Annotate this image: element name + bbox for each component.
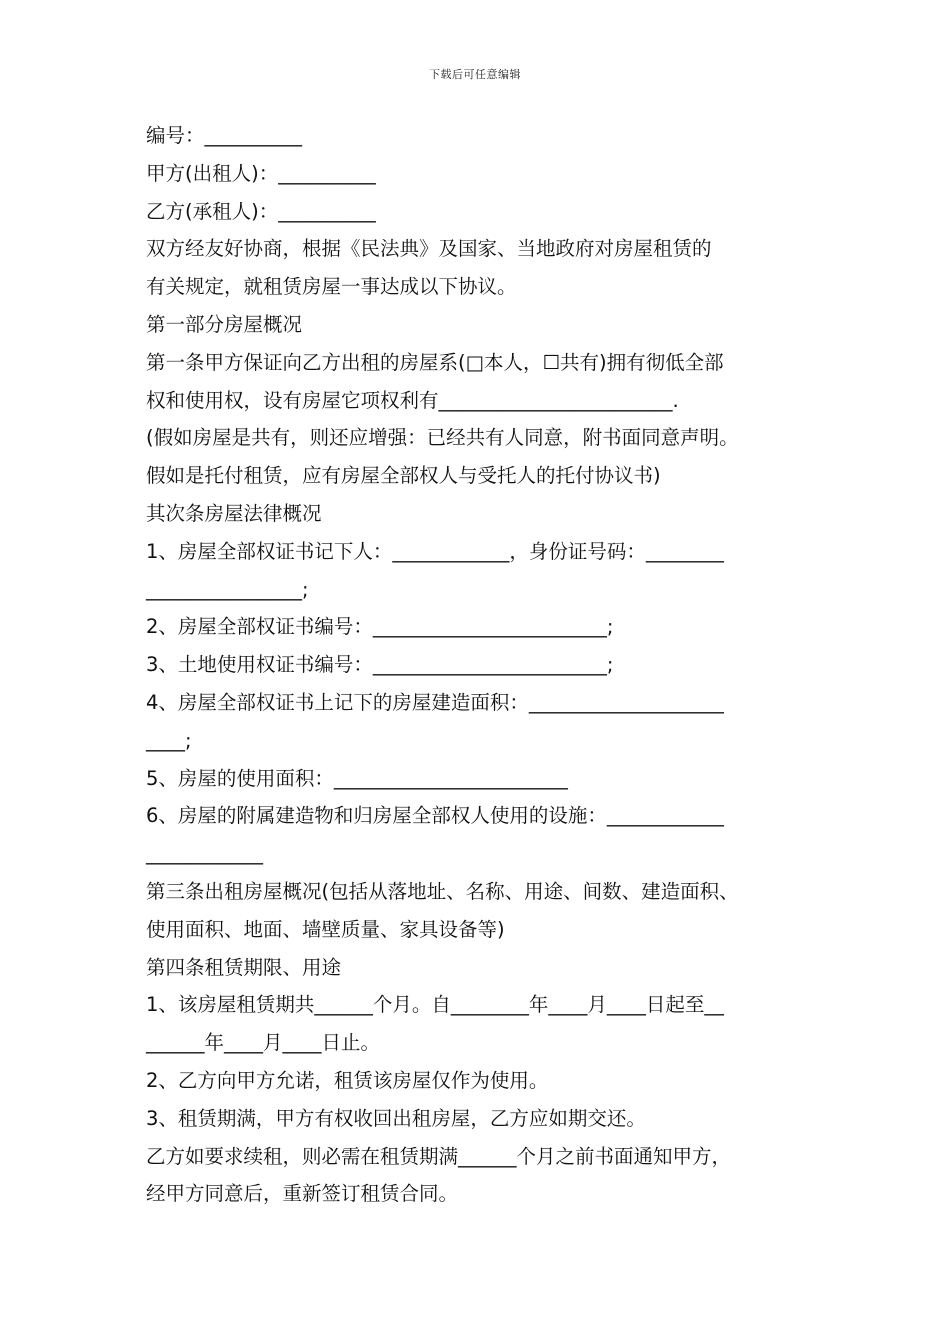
contract-number-line: 编号：__________ [146,124,303,147]
article-heading: 第三条出租房屋概况(包括从落地址、名称、用途、间数、建造面积、 [146,879,739,903]
section-heading: 第一部分房屋概况 [146,312,303,336]
article-line: 权和使用权，设有房屋它项权利有________________________. [146,388,679,412]
list-item: 1、该房屋租赁期共______个月。自________年____月____日起至__ [146,993,724,1017]
list-item: 5、房屋的使用面积：________________________ [146,766,568,790]
list-item: ____________ [146,842,263,866]
document-body [146,117,816,1213]
paragraph-line: 乙方如要求续租，则必需在租赁期满______个月之前书面通知甲方， [146,1144,732,1168]
article-heading: 第四条租赁期限、用途 [146,955,342,979]
paragraph-line: 经甲方同意后，重新签订租赁合同。 [146,1182,459,1206]
article-line: 第一条甲方保证向乙方出租的房屋系(□本人，☐共有)拥有彻低全部 [146,350,724,374]
article-heading: 使用面积、地面、墙壁质量、家具设备等) [146,917,505,941]
list-item: 3、租赁期满，甲方有权收回出租房屋，乙方应如期交还。 [146,1106,646,1130]
article-heading: 其次条房屋法律概况 [146,501,322,525]
party-a-line: 甲方(出租人)：__________ [146,161,376,185]
party-b-line: 乙方(承租人)：__________ [146,199,376,223]
article-note-line: 假如是托付租赁，应有房屋全部权人与受托人的托付协议书) [146,464,661,488]
list-item: 2、乙方向甲方允诺，租赁该房屋仅作为使用。 [146,1068,549,1092]
page-header-note: 下载后可任意编辑 [429,68,521,81]
article-note-line: (假如房屋是共有，则还应增强：已经共有人同意，附书面同意声明。 [146,426,739,450]
list-item: ________________; [146,577,309,601]
list-item: 4、房屋全部权证书上记下的房屋建造面积：____________________ [146,690,724,714]
list-item: ______年____月____日止。 [146,1031,381,1055]
list-item: 1、房屋全部权证书记下人：____________，身份证号码：________ [146,539,724,563]
list-item: ____; [146,728,192,752]
preamble-line: 有关规定，就租赁房屋一事达成以下协议。 [146,275,517,299]
list-item: 6、房屋的附属建造物和归房屋全部权人使用的设施：____________ [146,804,724,828]
list-item: 3、土地使用权证书编号：________________________; [146,653,614,677]
list-item: 2、房屋全部权证书编号：________________________; [146,615,614,639]
preamble-line: 双方经友好协商，根据《民法典》及国家、当地政府对房屋租赁的 [146,237,712,261]
